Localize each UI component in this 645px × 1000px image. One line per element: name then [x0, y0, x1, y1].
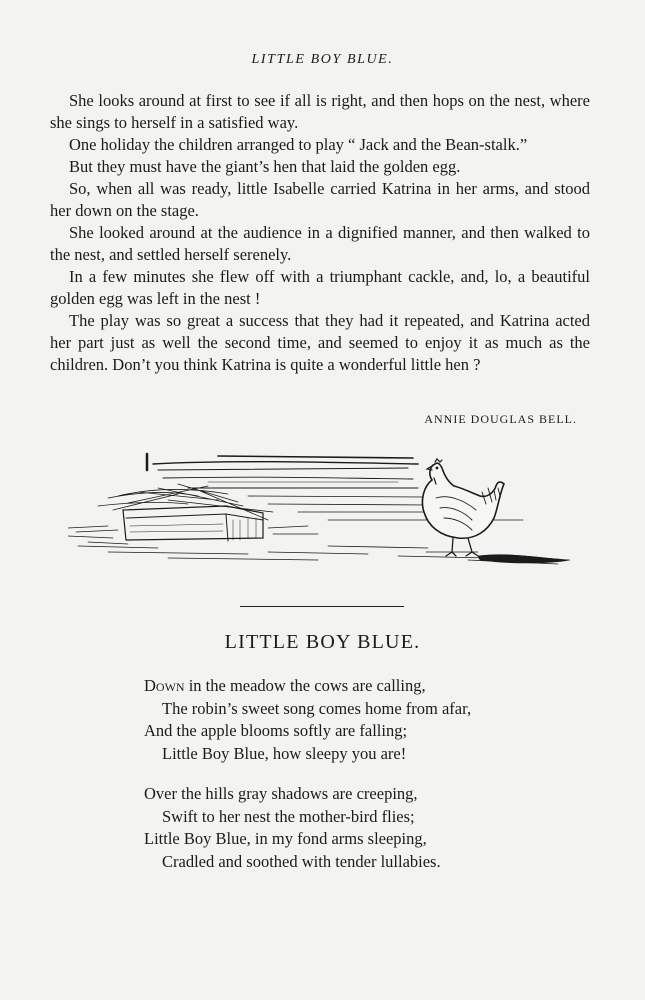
running-title: LITTLE BOY BLUE.	[251, 52, 394, 67]
dropcap-word: Down	[144, 676, 185, 695]
paragraph: She looks around at first to see if all is right, and then hops on the nest, where she sings to herself in a satisfied way.	[50, 91, 590, 132]
poem-line: Cradled and soothed with tender lullabies.	[162, 851, 441, 871]
story-text	[50, 90, 590, 376]
paragraph: So, when all was ready, little Isabelle carried Katrina in her arms, and stood her down on the stage.	[50, 179, 590, 220]
paragraph: In a few minutes she flew off with a triumphant cackle, and, lo, a beautiful golden egg was left in the nest !	[50, 267, 590, 308]
author-signature: ANNIE DOUGLAS BELL.	[424, 412, 577, 426]
paragraph: She looked around at the audience in a dignified manner, and then walked to the nest, and settled herself serenely.	[50, 223, 590, 264]
hen-and-nest-illustration	[68, 448, 573, 576]
poem-line-rest: in the meadow the cows are calling,	[184, 676, 426, 695]
stanza-2	[144, 783, 584, 873]
paragraph: The play was so great a success that they had it repeated, and Katrina acted her part just as well the second time, and seemed to enjoy it as much as the children. Don’t you think Katrina is quite a wonderful little hen ?	[50, 311, 590, 374]
poem-line: The robin’s sweet song comes home from afar,	[162, 698, 472, 718]
section-divider	[240, 606, 404, 607]
poem-line: Little Boy Blue, how sleepy you are!	[162, 743, 407, 763]
poem-line: And the apple blooms softly are falling;	[144, 721, 408, 740]
poem-line	[144, 675, 584, 698]
poem-line: Swift to her nest the mother-bird flies;	[162, 806, 415, 826]
paragraph: One holiday the children arranged to play “ Jack and the Bean-stalk.”	[69, 135, 528, 154]
poem-line: Little Boy Blue, in my fond arms sleeping,	[144, 829, 427, 848]
poem-title: LITTLE BOY BLUE.	[224, 631, 421, 653]
stanza-1	[144, 675, 584, 765]
paragraph: But they must have the giant’s hen that laid the golden egg.	[69, 157, 461, 176]
poem-line: Over the hills gray shadows are creeping,	[144, 784, 418, 803]
poem-body	[144, 675, 584, 891]
